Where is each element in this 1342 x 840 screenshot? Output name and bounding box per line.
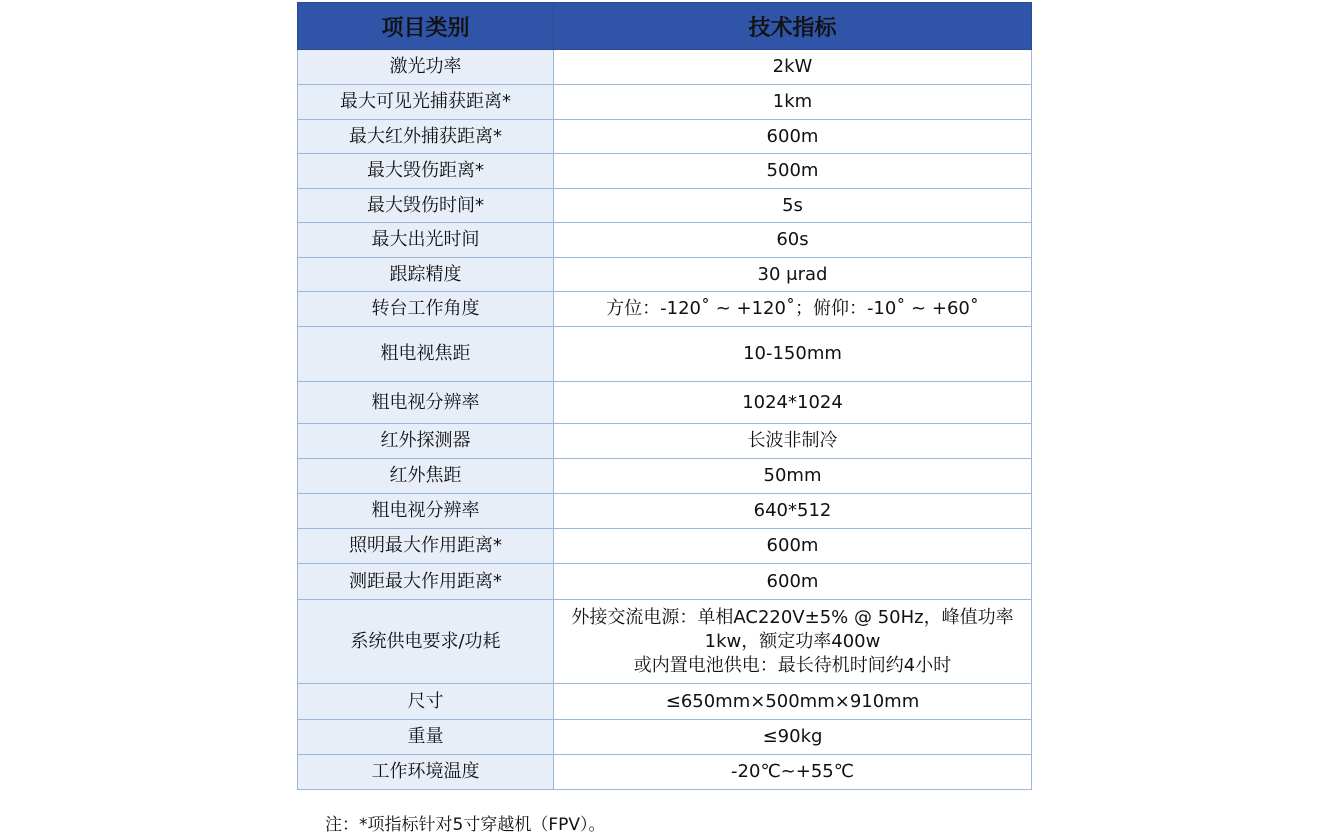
row-label: 最大毁伤时间* [298, 189, 554, 223]
row-value: 方位：-120˚ ~ +120˚；俯仰：-10˚ ~ +60˚ [554, 292, 1032, 327]
row-value: 长波非制冷 [554, 424, 1032, 459]
row-value: 600m [554, 120, 1032, 154]
row-label: 粗电视分辨率 [298, 494, 554, 529]
row-label: 粗电视焦距 [298, 327, 554, 382]
table-row [298, 600, 1032, 684]
row-label: 红外焦距 [298, 459, 554, 494]
table-row [298, 684, 1032, 720]
row-value: 10-150mm [554, 327, 1032, 382]
row-value: 600m [554, 529, 1032, 564]
header-category: 项目类别 [298, 3, 554, 50]
table-row [298, 258, 1032, 292]
row-label: 尺寸 [298, 684, 554, 720]
power-line-3: 或内置电池供电：最长待机时间约4小时 [633, 654, 952, 676]
row-label: 工作环境温度 [298, 755, 554, 790]
row-label: 系统供电要求/功耗 [298, 600, 554, 684]
row-value: 1km [554, 85, 1032, 120]
row-label: 激光功率 [298, 50, 554, 85]
table-row [298, 120, 1032, 154]
row-label: 最大毁伤距离* [298, 154, 554, 189]
row-value: ≤90kg [554, 720, 1032, 755]
row-value: 600m [554, 564, 1032, 600]
table-header-row [298, 3, 1032, 50]
row-label: 最大出光时间 [298, 223, 554, 258]
row-value: 500m [554, 154, 1032, 189]
table-row [298, 459, 1032, 494]
row-value: 2kW [554, 50, 1032, 85]
table-row [298, 327, 1032, 382]
table-row [298, 529, 1032, 564]
row-value: 5s [554, 189, 1032, 223]
row-label: 最大红外捕获距离* [298, 120, 554, 154]
table-row [298, 223, 1032, 258]
row-label: 红外探测器 [298, 424, 554, 459]
table-row [298, 50, 1032, 85]
table-row [298, 189, 1032, 223]
row-label: 照明最大作用距离* [298, 529, 554, 564]
row-value: 1024*1024 [554, 382, 1032, 424]
header-spec: 技术指标 [554, 3, 1032, 50]
table-row [298, 382, 1032, 424]
row-label: 重量 [298, 720, 554, 755]
power-line-1: 外接交流电源：单相AC220V±5% @ 50Hz，峰值功率 [571, 606, 1014, 628]
row-value-multiline [554, 600, 1032, 684]
table-row [298, 720, 1032, 755]
power-line-2: 1kw，额定功率400w [704, 630, 881, 652]
row-value: 60s [554, 223, 1032, 258]
row-label: 测距最大作用距离* [298, 564, 554, 600]
table-row [298, 755, 1032, 790]
row-value: ≤650mm×500mm×910mm [554, 684, 1032, 720]
footnote: 注：*项指标针对5寸穿越机（FPV）。 [325, 815, 606, 835]
table-row [298, 424, 1032, 459]
row-label: 粗电视分辨率 [298, 382, 554, 424]
table-row [298, 292, 1032, 327]
row-label: 最大可见光捕获距离* [298, 85, 554, 120]
row-value: -20℃~+55℃ [554, 755, 1032, 790]
table-row [298, 85, 1032, 120]
table-row [298, 494, 1032, 529]
spec-table [297, 2, 1032, 790]
row-value: 50mm [554, 459, 1032, 494]
table-row [298, 154, 1032, 189]
table-row [298, 564, 1032, 600]
row-value: 30 μrad [554, 258, 1032, 292]
row-label: 转台工作角度 [298, 292, 554, 327]
row-label: 跟踪精度 [298, 258, 554, 292]
row-value: 640*512 [554, 494, 1032, 529]
